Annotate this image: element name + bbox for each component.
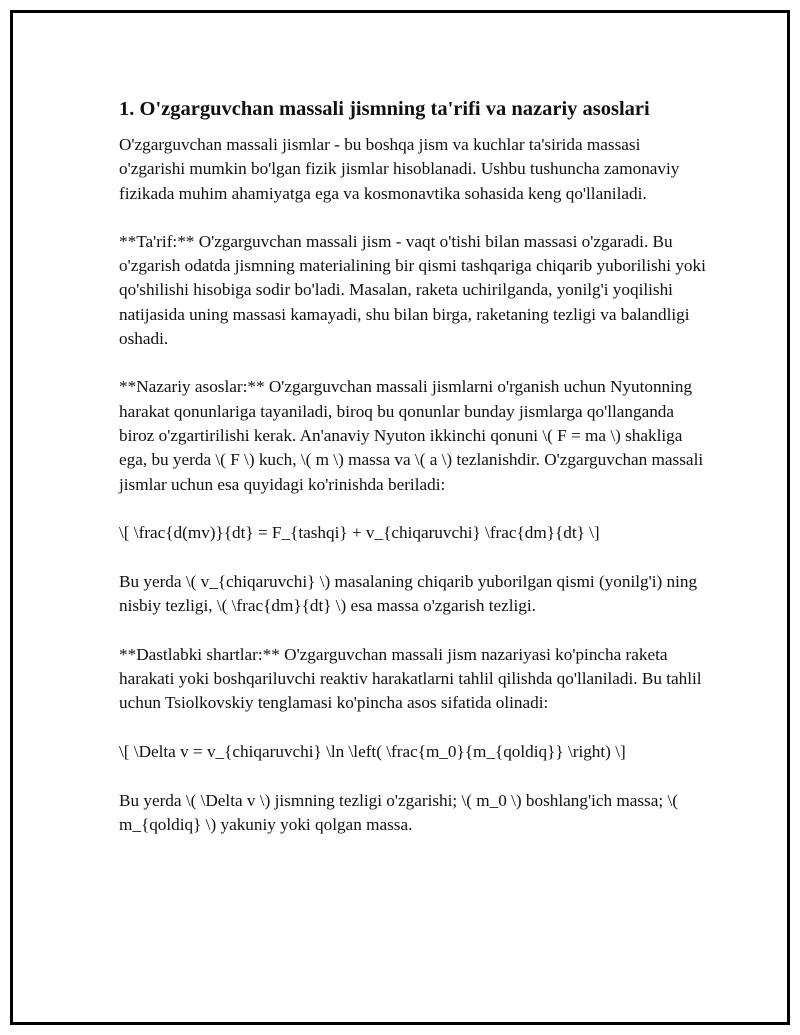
paragraph-definition: **Ta'rif:** O'zgarguvchan massali jism - vaqt o'tishi bilan massasi o'zgaradi. Bu o'zgarish odatda jismning materialining bir qismi tashqariga chiqarib yuborilishi yoki qo'shilishi hisobiga sodir bo'ladi. Masalan, raketa uchirilganda, yonilg'i yoqilishi natijasida uning massasi kamayadi, shu bilan birga, raketaning tezligi va balandligi oshadi. <box>119 231 706 349</box>
page-frame <box>10 10 790 1025</box>
section-heading: 1. O'zgarguvchan massali jismning ta'rifi va nazariy asoslari <box>119 98 650 120</box>
paragraph-intro: O'zgarguvchan massali jismlar - bu boshqa jism va kuchlar ta'sirida massasi o'zgarishi mumkin bo'lgan fizik jismlar hisoblanadi. Ushbu tushuncha zamonaviy fizikada muhim ahamiyatga ega va kosmonavtika sohasida keng qo'llaniladi. <box>119 135 680 203</box>
document-body <box>119 95 709 862</box>
formula-momentum: \[ \frac{d(mv)}{dt} = F_{tashqi} + v_{chiqaruvchi} \frac{dm}{dt} \] <box>119 522 600 542</box>
paragraph-theory: **Nazariy asoslar:** O'zgarguvchan massali jismlarni o'rganish uchun Nyutonning harakat qonunlariga tayaniladi, biroq bu qonunlar bunday jismlarga qo'llanganda biroz o'zgartirilishi kerak. An'anaviy Nyuton ikkinchi qonuni \( F = ma \) shakliga ega, bu yerda \( F \) kuch, \( m \) massa va \( a \) tezlanishdir. O'zgarguvchan massali jismlar uchun esa quyidagi ko'rinishda beriladi: <box>119 377 704 494</box>
paragraph-tsiolkovsky-explanation: Bu yerda \( \Delta v \) jismning tezligi o'zgarishi; \( m_0 \) boshlang'ich massa; \( m_{qoldiq} \) yakuniy yoki qolgan massa. <box>119 790 678 835</box>
paragraph-initial-conditions: **Dastlabki shartlar:** O'zgarguvchan massali jism nazariyasi ko'pincha raketa harakati yoki boshqariluvchi reaktiv harakatlarni tahlil qilishda qo'llaniladi. Bu tahlil uchun Tsiolkovskiy tenglamasi ko'pincha asos sifatida olinadi: <box>119 644 702 713</box>
paragraph-formula-explanation: Bu yerda \( v_{chiqaruvchi} \) masalaning chiqarib yuborilgan qismi (yonilg'i) ning nisbiy tezligi, \( \frac{dm}{dt} \) esa massa o'zgarish tezligi. <box>119 572 698 616</box>
formula-tsiolkovsky: \[ \Delta v = v_{chiqaruvchi} \ln \left( \frac{m_0}{m_{qoldiq}} \right) \] <box>119 741 626 761</box>
